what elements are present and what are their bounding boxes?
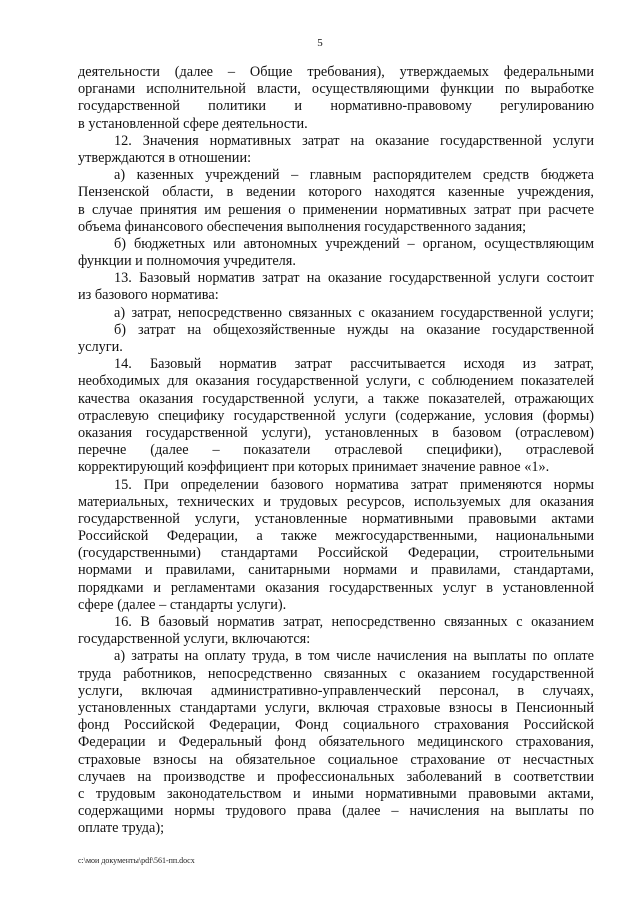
text-line: функции и полномочия учредителя. [78, 253, 296, 270]
text-line: Пензенской области, в ведении которого находятся казенные учреждения, [78, 184, 594, 201]
text-line: деятельности (далее – Общие требования), утверждаемых федеральными [78, 64, 594, 80]
text-line: 14. Базовый норматив затрат рассчитывается исходя из затрат, [114, 356, 594, 373]
text-line: необходимых для оказания государственной услуги, с соблюдением показателей [78, 373, 594, 390]
text-line: установленных стандартами услуги, включая страховые взносы в Пенсионный [78, 699, 594, 716]
text-line: из базового норматива: [78, 287, 219, 304]
text-line: сфере (далее – стандарты услуги). [78, 596, 287, 613]
text-line: с трудовым законодательством и иными нормативными правовыми актами, [78, 785, 594, 802]
text-line: оплате труда); [78, 820, 165, 837]
text-line: 16. В базовый норматив затрат, непосредственно связанных с оказанием [114, 614, 594, 630]
text-line: нормами и правилами, санитарными нормами и правилами, стандартами, [78, 562, 594, 579]
document-body [78, 64, 594, 837]
file-path-footer: c:\мои документы\pdf\561-пп.docx [78, 856, 195, 865]
text-line: а) затраты на оплату труда, в том числе начисления на выплаты по оплате [114, 648, 594, 665]
text-line: а) казенных учреждений – главным распорядителем средств бюджета [114, 167, 594, 184]
text-line: труда работников, непосредственно связанных с оказанием государственной [78, 665, 594, 682]
text-line: (государственными) стандартами Российской Федерации, строительными [78, 545, 594, 562]
text-line: отраслевую специфику государственной услуги (содержание, условия (формы) [78, 407, 594, 424]
text-line: услуги, включая административно-управленческий персонал, в случаях, [78, 682, 594, 699]
text-line: а) затрат, непосредственно связанных с оказанием государственной услуги; [114, 304, 594, 321]
text-line: перечне (далее – показатели отраслевой специфики), отраслевой [78, 442, 594, 459]
text-line: 13. Базовый норматив затрат на оказание государственной услуги состоит [114, 270, 594, 287]
text-line: услуги. [78, 339, 123, 355]
text-line: органами исполнительной власти, осуществляющими функции по выработке [78, 81, 594, 98]
text-line: качества оказания государственной услуги, а также показателей, отражающих [78, 390, 594, 407]
text-line: в случае принятия им решения о применении нормативных затрат при расчете [78, 201, 594, 218]
text-line: государственной политики и нормативно-правовому регулированию [78, 98, 594, 115]
text-line: содержащими нормы трудового права (далее – начисления на выплаты по [78, 803, 594, 820]
text-line: Российской Федерации, а также межгосударственными, национальными [78, 528, 594, 545]
text-line: страховые взносы на обязательное социальное страхование от несчастных [78, 751, 594, 768]
page-number: 5 [317, 37, 323, 49]
text-line: 12. Значения нормативных затрат на оказание государственной услуги [114, 132, 594, 149]
text-line: б) затрат на общехозяйственные нужды на оказание государственной [114, 321, 594, 338]
text-line: государственной услуги, включаются: [78, 631, 311, 648]
text-line: корректирующий коэффициент при которых принимает значение равное «1». [78, 459, 550, 476]
text-line: порядками и регламентами оказания государственных услуг в установленной [78, 579, 594, 596]
text-line: оказания государственной услуги), установленных в базовом (отраслевом) [78, 424, 594, 441]
text-line: б) бюджетных или автономных учреждений – органом, осуществляющим [114, 235, 594, 252]
text-line: Федерации и Федеральный фонд обязательного медицинского страхования, [78, 734, 594, 751]
text-line: утверждаются в отношении: [78, 149, 252, 166]
text-line: случаев на производстве и профессиональных заболеваний в соответствии [78, 768, 594, 785]
text-line: в установленной сфере деятельности. [78, 115, 308, 132]
text-line: материальных, технических и трудовых ресурсов, используемых для оказания [78, 493, 594, 510]
text-line: государственной услуги, установленные нормативными правовыми актами [78, 510, 594, 527]
text-line: фонд Российской Федерации, Фонд социального страхования Российской [78, 717, 594, 734]
text-line: объема финансового обеспечения выполнения государственного задания; [78, 218, 527, 235]
text-line: 15. При определении базового норматива затрат применяются нормы [114, 476, 594, 493]
